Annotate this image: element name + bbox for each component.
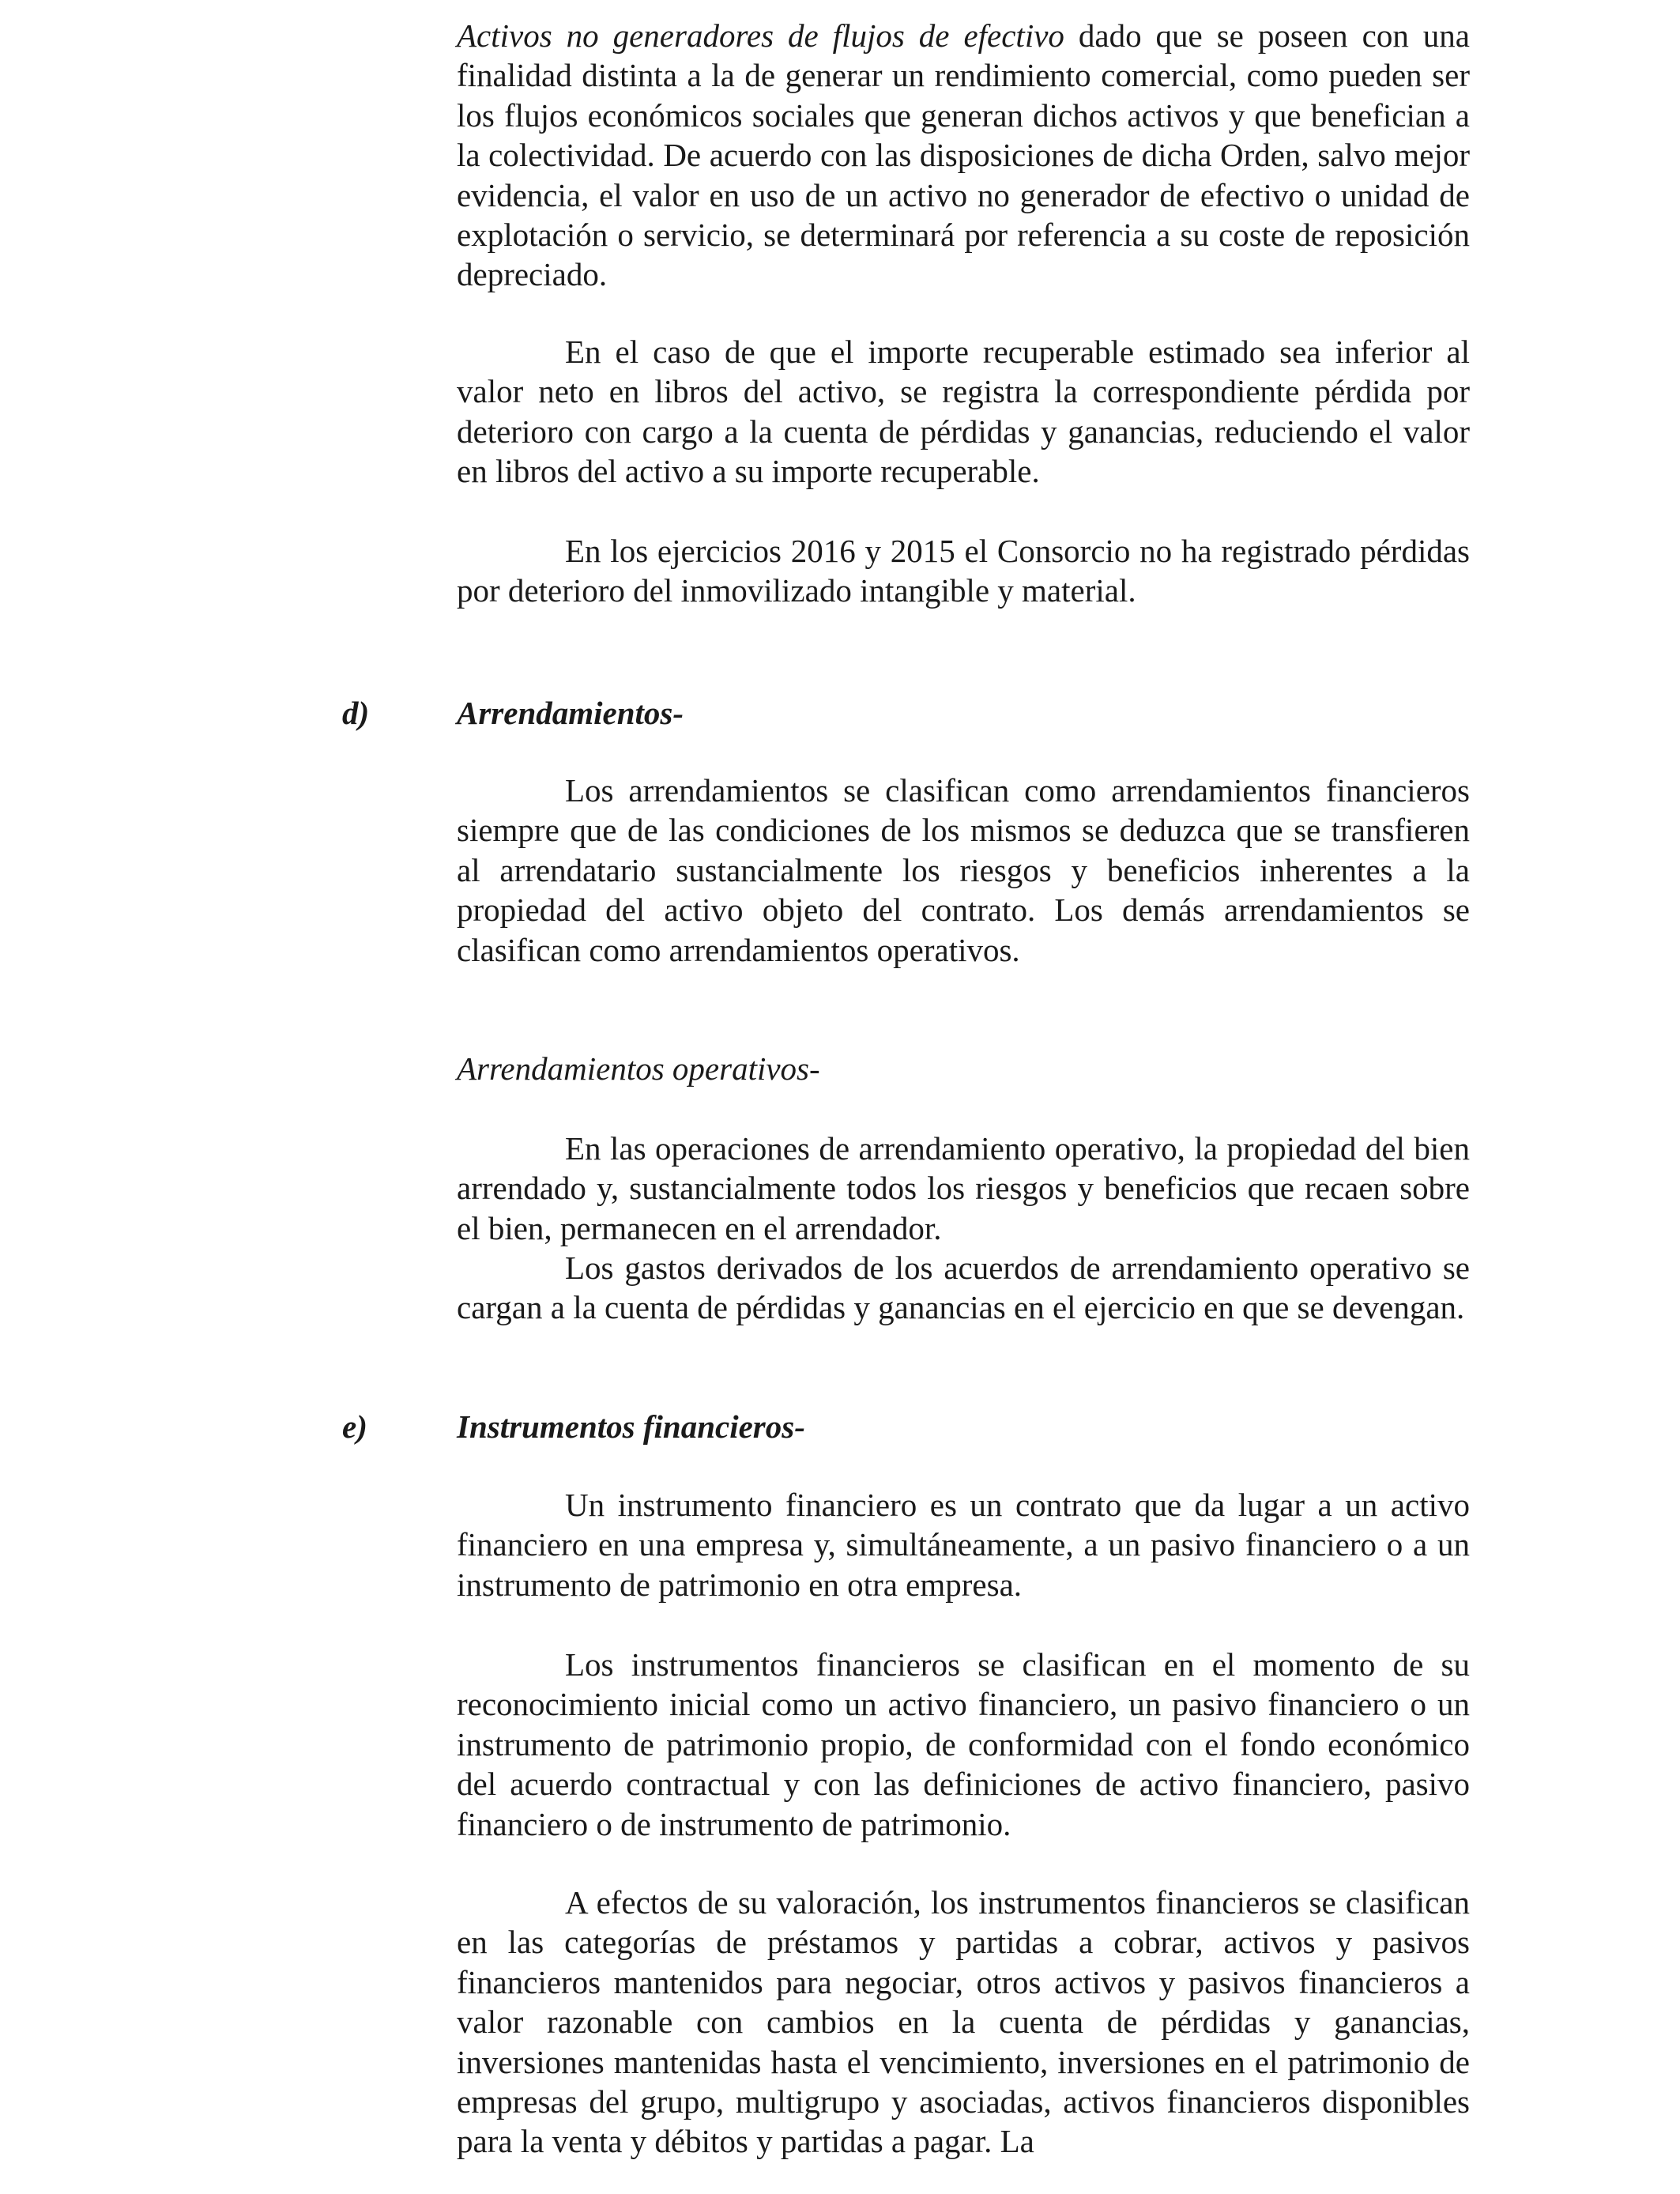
subheading-arrendamientos-operativos: Arrendamientos operativos- [457, 1050, 820, 1087]
section-title-arrendamientos: Arrendamientos- [457, 695, 684, 731]
paragraph-importe-recuperable: En el caso de que el importe recuperable estimado sea inferior al valor neto en libros del activo, se registra la correspondiente pérdida por deterioro con cargo a la cuenta de pérdidas y ganancias, reduciendo el valor en libros del activo a su importe recuperable. [457, 334, 1470, 490]
paragraph-activos-no-generadores [457, 16, 1470, 295]
paragraph-operaciones-arrendamiento: En las operaciones de arrendamiento operativo, la propiedad del bien arrendado y, sustancialmente todos los riesgos y beneficios que recaen sobre el bien, permanecen en el arrendador. [457, 1130, 1470, 1246]
italic-term: Activos no generadores de flujos de efectivo [457, 17, 1064, 54]
paragraph-arrendamientos-clasificacion: Los arrendamientos se clasifican como arrendamientos financieros siempre que de las condiciones de los mismos se deduzca que se transfieren al arrendatario sustancialmente los riesgos y beneficios inherentes a la propiedad del activo objeto del contrato. Los demás arrendamientos se clasifican como arrendamientos operativos. [457, 772, 1470, 968]
section-title-instrumentos-financieros: Instrumentos financieros- [457, 1408, 805, 1445]
paragraph-text: dado que se poseen con una finalidad distinta a la de generar un rendimiento comercial, como pueden ser los flujos económicos sociales que generan dichos activos y que benefician a la colectividad. De acuerdo con las disposiciones de dicha Orden, salvo mejor evidencia, el valor en uso de un activo no generador de efectivo o unidad de explotación o servicio, se determinará por referencia a su coste de reposición depreciado. [457, 17, 1470, 293]
paragraph-gastos-arrendamiento: Los gastos derivados de los acuerdos de arrendamiento operativo se cargan a la cuenta de pérdidas y ganancias en el ejercicio en que se devengan. [457, 1250, 1470, 1326]
paragraph-clasificacion-reconocimiento: Los instrumentos financieros se clasifican en el momento de su reconocimiento inicial como un activo financiero, un pasivo financiero o un instrumento de patrimonio propio, de conformidad con el fondo económico del acuerdo contractual y con las definiciones de activo financiero, pasivo financiero o de instrumento de patrimonio. [457, 1646, 1470, 1842]
paragraph-instrumento-financiero-definicion: Un instrumento financiero es un contrato que da lugar a un activo financiero en una empresa y, simultáneamente, a un pasivo financiero o a un instrumento de patrimonio en otra empresa. [457, 1487, 1470, 1603]
section-letter-d: d) [342, 695, 370, 731]
paragraph-ejercicios-2016-2015: En los ejercicios 2016 y 2015 el Consorcio no ha registrado pérdidas por deterioro del inmovilizado intangible y material. [457, 533, 1470, 609]
section-letter-e: e) [342, 1408, 367, 1445]
paragraph-efectos-valoracion: A efectos de su valoración, los instrumentos financieros se clasifican en las categorías de préstamos y partidas a cobrar, activos y pasivos financieros mantenidos para negociar, otros activos y pasivos financieros a valor razonable con cambios en la cuenta de pérdidas y ganancias, inversiones mantenidas hasta el vencimiento, inversiones en el patrimonio de empresas del grupo, multigrupo y asociadas, activos financieros disponibles para la venta y débitos y partidas a pagar. La [457, 1884, 1470, 2160]
